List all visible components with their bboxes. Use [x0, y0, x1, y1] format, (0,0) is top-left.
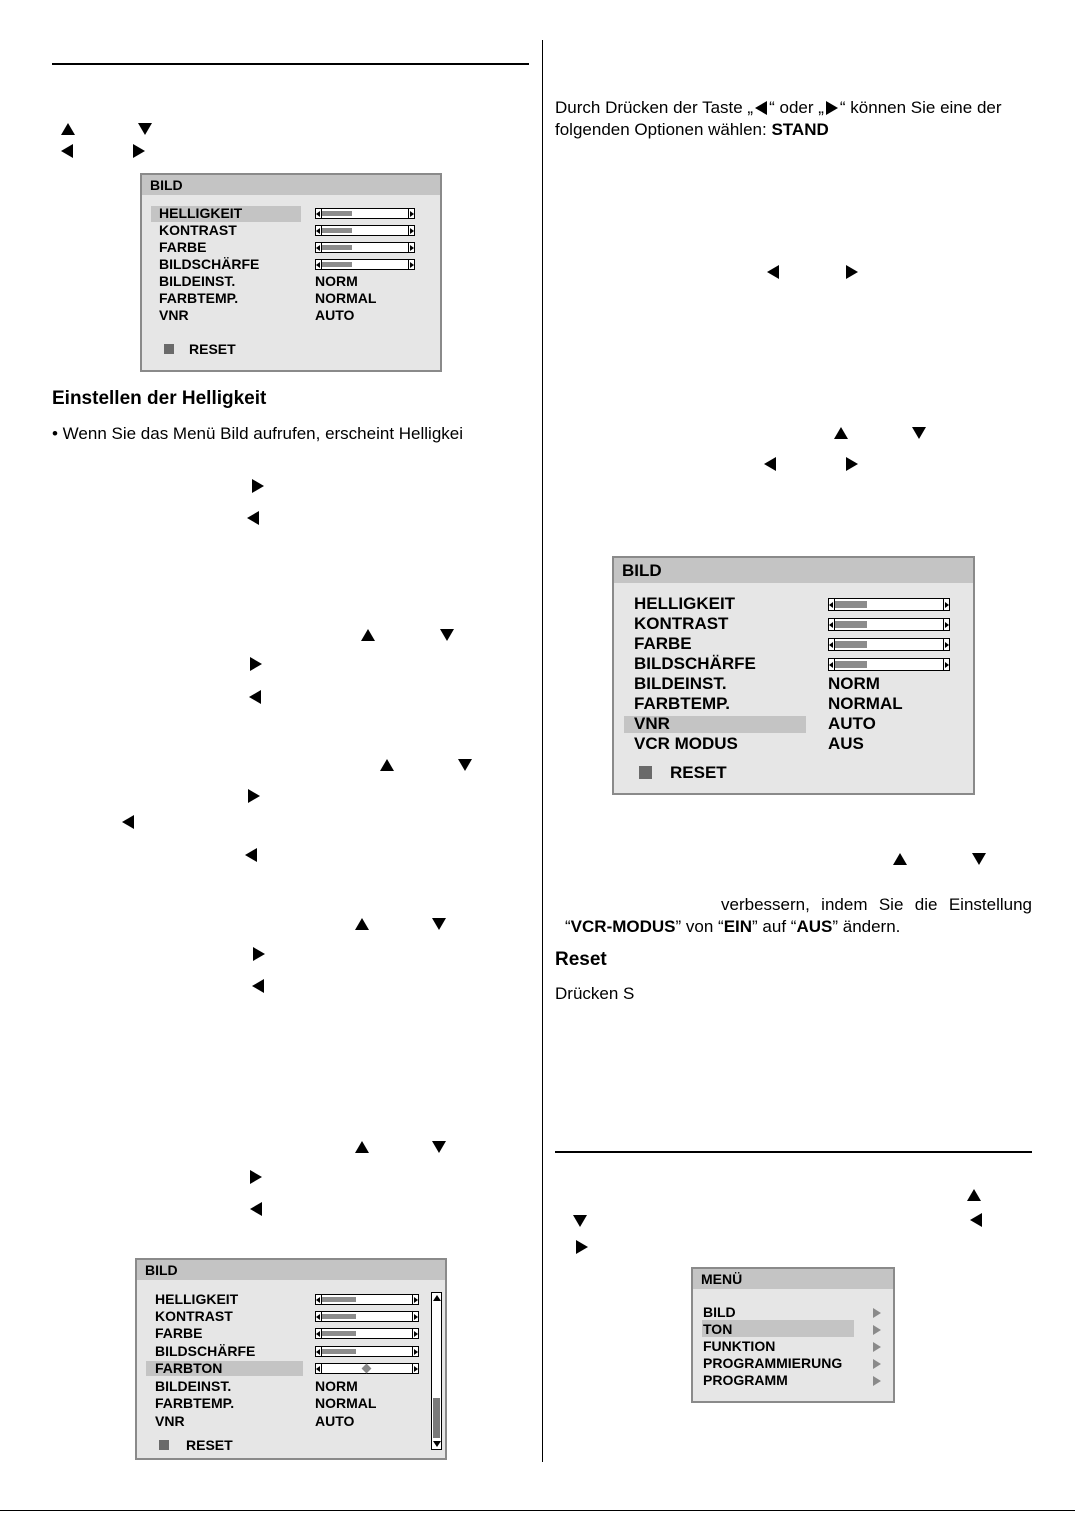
intro-text-mid: “ oder „ [769, 98, 824, 117]
section-rule-right [555, 1151, 1032, 1153]
submenu-arrow-icon [873, 1308, 881, 1318]
kontrast-slider[interactable] [315, 225, 415, 236]
up-arrow-icon [355, 1141, 369, 1153]
submenu-arrow-icon [873, 1342, 881, 1352]
left-arrow-icon [249, 690, 261, 704]
right-arrow-icon [133, 144, 145, 158]
left-arrow-icon [755, 101, 767, 115]
menu-item-vnr[interactable]: VNR [155, 1413, 185, 1429]
menu-item-bildeinst[interactable]: BILDEINST. [155, 1378, 232, 1394]
intro-line-2 [555, 119, 829, 141]
bild-menu-2 [135, 1258, 447, 1460]
menu-item-farbtemp[interactable]: FARBTEMP. [634, 694, 731, 713]
menu-item-farbe[interactable]: FARBE [155, 1325, 203, 1341]
scroll-down-icon[interactable] [433, 1441, 441, 1447]
vnr-value: AUTO [315, 307, 355, 323]
section-rule-left [52, 63, 529, 65]
menu-item-farbton[interactable]: FARBTON [155, 1360, 223, 1376]
menu-item-helligkeit[interactable]: HELLIGKEIT [634, 594, 736, 613]
left-arrow-icon [764, 457, 776, 471]
bildeinst-value: NORM [315, 1378, 358, 1394]
kontrast-slider[interactable] [315, 1311, 419, 1322]
left-arrow-icon [970, 1213, 982, 1227]
page-bottom-rule [0, 1510, 1075, 1511]
down-arrow-icon [440, 629, 454, 641]
menu-item-farbtemp[interactable]: FARBTEMP. [159, 290, 239, 306]
submenu-arrow-icon [873, 1376, 881, 1386]
bildschaerfe-slider[interactable] [828, 658, 950, 671]
bildeinst-value: NORM [315, 273, 358, 289]
menu-item-farbe[interactable]: FARBE [634, 634, 692, 653]
vcr-text-line-1: verbessern, indem Sie die Einstellung [721, 895, 1032, 914]
scroll-thumb[interactable] [433, 1398, 440, 1438]
right-arrow-icon [576, 1240, 588, 1254]
right-arrow-icon [846, 265, 858, 279]
kontrast-slider[interactable] [828, 618, 950, 631]
down-arrow-icon [573, 1215, 587, 1227]
up-arrow-icon [355, 918, 369, 930]
helligkeit-slider[interactable] [315, 208, 415, 219]
down-arrow-icon [432, 1141, 446, 1153]
menu-title: MENÜ [693, 1269, 893, 1289]
down-arrow-icon [138, 123, 152, 135]
bullet-text: • Wenn Sie das Menü Bild aufrufen, erscheint Helligkei [52, 424, 464, 443]
down-arrow-icon [432, 918, 446, 930]
bild-menu-3 [612, 556, 975, 795]
reset-item[interactable]: RESET [186, 1437, 233, 1453]
reset-square-icon [639, 766, 652, 779]
menu-item-farbe[interactable]: FARBE [159, 239, 207, 255]
intro-option-stand: STAND [771, 120, 829, 139]
menu-item-bildschaerfe[interactable]: BILDSCHÄRFE [155, 1343, 256, 1359]
down-arrow-icon [972, 853, 986, 865]
menu-item-bild[interactable]: BILD [703, 1304, 736, 1320]
up-arrow-icon [380, 759, 394, 771]
vcr-text: ” von “ [675, 917, 724, 936]
farbe-slider[interactable] [828, 638, 950, 651]
left-arrow-icon [247, 511, 259, 525]
right-arrow-icon [846, 457, 858, 471]
vcr-text: ” auf “ [752, 917, 797, 936]
right-arrow-icon [253, 947, 265, 961]
left-arrow-icon [245, 848, 257, 862]
farbtemp-value: NORMAL [315, 290, 377, 306]
right-arrow-icon [248, 789, 260, 803]
heading-reset: Reset [555, 949, 607, 970]
submenu-arrow-icon [873, 1359, 881, 1369]
menu-item-bildschaerfe[interactable]: BILDSCHÄRFE [634, 654, 756, 673]
vcr-ein-term: EIN [723, 917, 753, 936]
helligkeit-slider[interactable] [828, 598, 950, 611]
down-arrow-icon [912, 427, 926, 439]
menu-item-kontrast[interactable]: KONTRAST [155, 1308, 233, 1324]
vnr-value: AUTO [315, 1413, 355, 1429]
main-menu [691, 1267, 895, 1403]
reset-item[interactable]: RESET [189, 341, 236, 357]
farbton-slider[interactable] [315, 1363, 419, 1374]
up-arrow-icon [61, 123, 75, 135]
farbe-slider[interactable] [315, 242, 415, 253]
right-arrow-icon [250, 1170, 262, 1184]
column-divider [542, 40, 543, 1462]
up-arrow-icon [893, 853, 907, 865]
down-arrow-icon [458, 759, 472, 771]
menu-item-helligkeit[interactable]: HELLIGKEIT [155, 1291, 239, 1307]
bildeinst-value: NORM [828, 674, 880, 693]
bildschaerfe-slider[interactable] [315, 259, 415, 270]
vcr-quote: “ [565, 917, 571, 936]
scroll-up-icon[interactable] [433, 1295, 441, 1301]
menu-item-programmierung[interactable]: PROGRAMMIERUNG [703, 1355, 843, 1371]
menu-item-vnr[interactable]: VNR [159, 307, 189, 323]
farbtemp-value: NORMAL [828, 694, 903, 713]
menu-item-ton[interactable]: TON [703, 1321, 733, 1337]
vcr-text-line-2 [565, 916, 900, 938]
right-arrow-icon [250, 657, 262, 671]
menu-item-bildeinst[interactable]: BILDEINST. [159, 273, 236, 289]
menu-item-bildschaerfe[interactable]: BILDSCHÄRFE [159, 256, 260, 272]
up-arrow-icon [834, 427, 848, 439]
submenu-arrow-icon [873, 1325, 881, 1335]
left-arrow-icon [122, 815, 134, 829]
vcr-modus-term: VCR-MODUS [570, 917, 676, 936]
menu-title: BILD [614, 558, 973, 583]
menu-item-bildeinst[interactable]: BILDEINST. [634, 674, 727, 693]
bildschaerfe-slider[interactable] [315, 1346, 419, 1357]
farbtemp-value: NORMAL [315, 1395, 377, 1411]
reset-text: Drücken S [555, 984, 635, 1003]
left-arrow-icon [61, 144, 73, 158]
left-arrow-icon [252, 979, 264, 993]
menu-item-kontrast[interactable]: KONTRAST [634, 614, 729, 633]
menu-item-funktion[interactable]: FUNKTION [703, 1338, 776, 1354]
menu-scrollbar[interactable] [431, 1292, 442, 1450]
right-arrow-icon [826, 101, 838, 115]
left-arrow-icon [250, 1202, 262, 1216]
intro-text-pre: Durch Drücken der Taste „ [555, 98, 754, 117]
menu-item-programm[interactable]: PROGRAMM [703, 1372, 788, 1388]
vcr-text: ” ändern. [832, 917, 901, 936]
menu-item-vcr-modus[interactable]: VCR MODUS [634, 734, 738, 753]
menu-item-farbtemp[interactable]: FARBTEMP. [155, 1395, 235, 1411]
intro-line-1 [555, 97, 1002, 119]
up-arrow-icon [967, 1189, 981, 1201]
reset-square-icon [164, 344, 174, 354]
reset-square-icon [159, 1440, 169, 1450]
heading-helligkeit: Einstellen der Helligkeit [52, 388, 267, 409]
menu-title: BILD [142, 175, 440, 195]
vcr-aus-term: AUS [796, 917, 833, 936]
farbe-slider[interactable] [315, 1328, 419, 1339]
intro-text-post: “ können Sie eine der [839, 98, 1002, 117]
bild-menu-1 [140, 173, 442, 372]
vcr-modus-value: AUS [828, 734, 864, 753]
reset-item[interactable]: RESET [670, 763, 727, 782]
helligkeit-slider[interactable] [315, 1294, 419, 1305]
vnr-value: AUTO [828, 714, 876, 733]
right-arrow-icon [252, 479, 264, 493]
menu-item-vnr[interactable]: VNR [634, 714, 670, 733]
left-arrow-icon [767, 265, 779, 279]
menu-title: BILD [137, 1260, 445, 1280]
menu-item-kontrast[interactable]: KONTRAST [159, 222, 237, 238]
intro-line2-text: folgenden Optionen wählen: [555, 120, 772, 139]
up-arrow-icon [361, 629, 375, 641]
farbton-marker [362, 1364, 372, 1374]
menu-item-helligkeit[interactable]: HELLIGKEIT [159, 205, 243, 221]
